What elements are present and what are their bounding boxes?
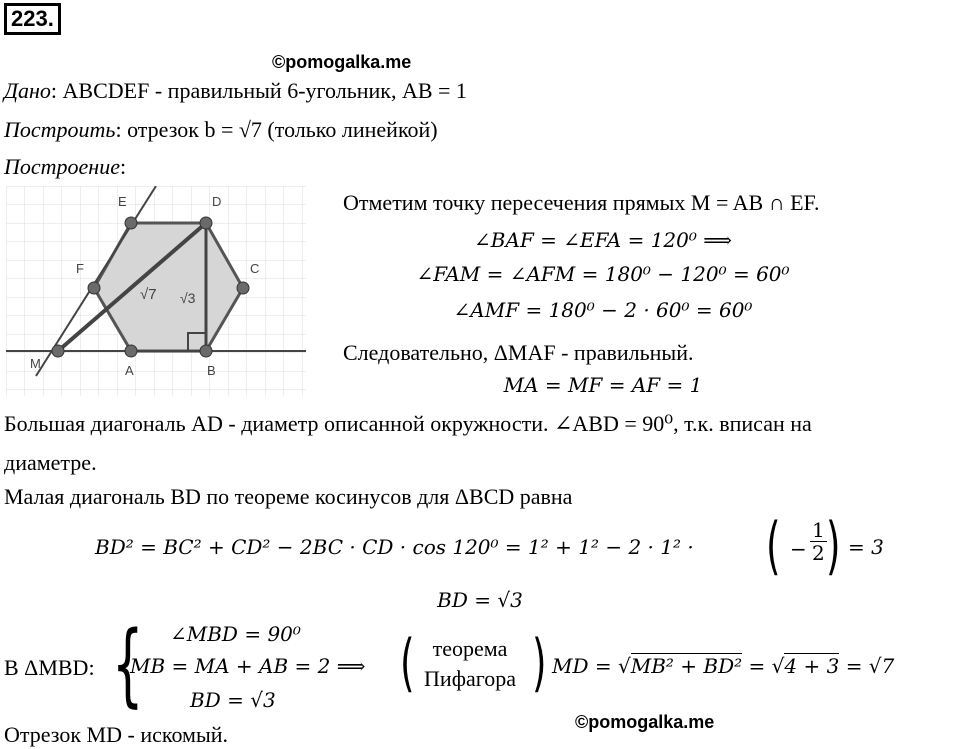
construction-label: Построение [4,154,120,179]
fraction-denominator: 2 [812,541,825,565]
construct-text: отрезок b = √7 (только линейкой) [127,117,438,142]
point-b [200,345,212,357]
fraction-numerator: 1 [812,518,825,542]
label-c: C [250,261,260,276]
conclusion: Отрезок MD - искомый. [4,722,228,747]
fraction-one-half [810,519,827,564]
right-line-5: Следовательно, ΔMAF - правильный. [343,340,694,365]
formula-bd-squared [95,535,694,559]
sqrt-radicand-2: 4 + 3 [784,654,840,678]
construct-line: Построить: отрезок b = √7 (только линейкой) [4,117,438,142]
system-prefix: В ΔMBD: [4,655,95,680]
formula-minus: − [790,537,807,561]
formula-bd2-right: = 3 [848,535,884,559]
given-label: Дано [4,78,51,103]
system-row-3: BD = √3 [190,688,276,712]
body-line-2: диаметре. [4,450,97,475]
formula-bd: BD = √3 [437,588,523,612]
label-sqrt3: √3 [180,290,196,306]
label-f: F [76,261,84,276]
theorem-bottom: Пифагора [424,666,516,691]
right-line-2: ∠BAF = ∠EFA = 120⁰ ⟹ [474,228,732,252]
right-line-3: ∠FAM = ∠AFM = 180⁰ − 120⁰ = 60⁰ [416,262,790,286]
result-mid: = [748,654,766,678]
result-end: = √7 [845,654,895,678]
theorem-top: теорема [432,636,508,661]
label-d: D [212,194,222,209]
problem-number: 223. [4,3,61,35]
label-e: E [118,194,127,209]
sqrt-sign-2: √ [771,654,785,678]
label-sqrt7: √7 [140,286,157,303]
point-f [88,282,100,294]
watermark-bottom: ©pomogalka.me [575,712,715,732]
label-a: A [125,363,134,378]
watermark-top: ©pomogalka.me [272,52,412,72]
sqrt-radicand-1: MB² + BD² [630,654,743,678]
point-d [200,217,212,229]
right-line-6: MA = MF = AF = 1 [503,373,703,397]
right-line-4: ∠AMF = 180⁰ − 2 · 60⁰ = 60⁰ [453,298,753,322]
hexagon-figure [6,186,306,396]
construction-label-line: Построение: [4,154,127,179]
sqrt-sign-1: √ [618,654,631,678]
given-text: ABCDEF - правильный 6-угольник, AB = 1 [62,78,467,103]
theorem-paren-close: ) [532,626,547,699]
construct-label: Построить [4,117,116,142]
theorem-paren-open: ( [400,626,415,699]
system-row-1: ∠MBD = 90⁰ [170,622,301,646]
body-line-3: Малая диагональ BD по теореме косинусов для ΔBCD равна [4,484,573,509]
paren-close: ) [826,509,841,582]
point-m [52,345,64,357]
label-b: B [207,363,216,378]
point-c [237,282,249,294]
paren-open: ( [766,509,781,582]
system-brace: { [112,612,144,717]
right-line-1: Отметим точку пересечения прямых M = AB ∩ EF. [343,190,820,215]
result-left: MD = [552,654,612,678]
formula-bd2-left: BD² = BC² + CD² − 2BC · CD · cos 120⁰ = 1² + 1² − 2 · 1² · [95,535,694,559]
result-formula [552,654,894,678]
body-line-1: Большая диагональ AD - диаметр описанной окружности. ∠ABD = 90⁰, т.к. вписан на [4,411,812,436]
system-row-2: MB = MA + AB = 2 ⟹ [130,654,366,678]
label-m: M [30,356,41,371]
point-e [125,217,137,229]
given-line: Дано: ABCDEF - правильный 6-угольник, AB = 1 [4,78,467,103]
point-a [125,345,137,357]
